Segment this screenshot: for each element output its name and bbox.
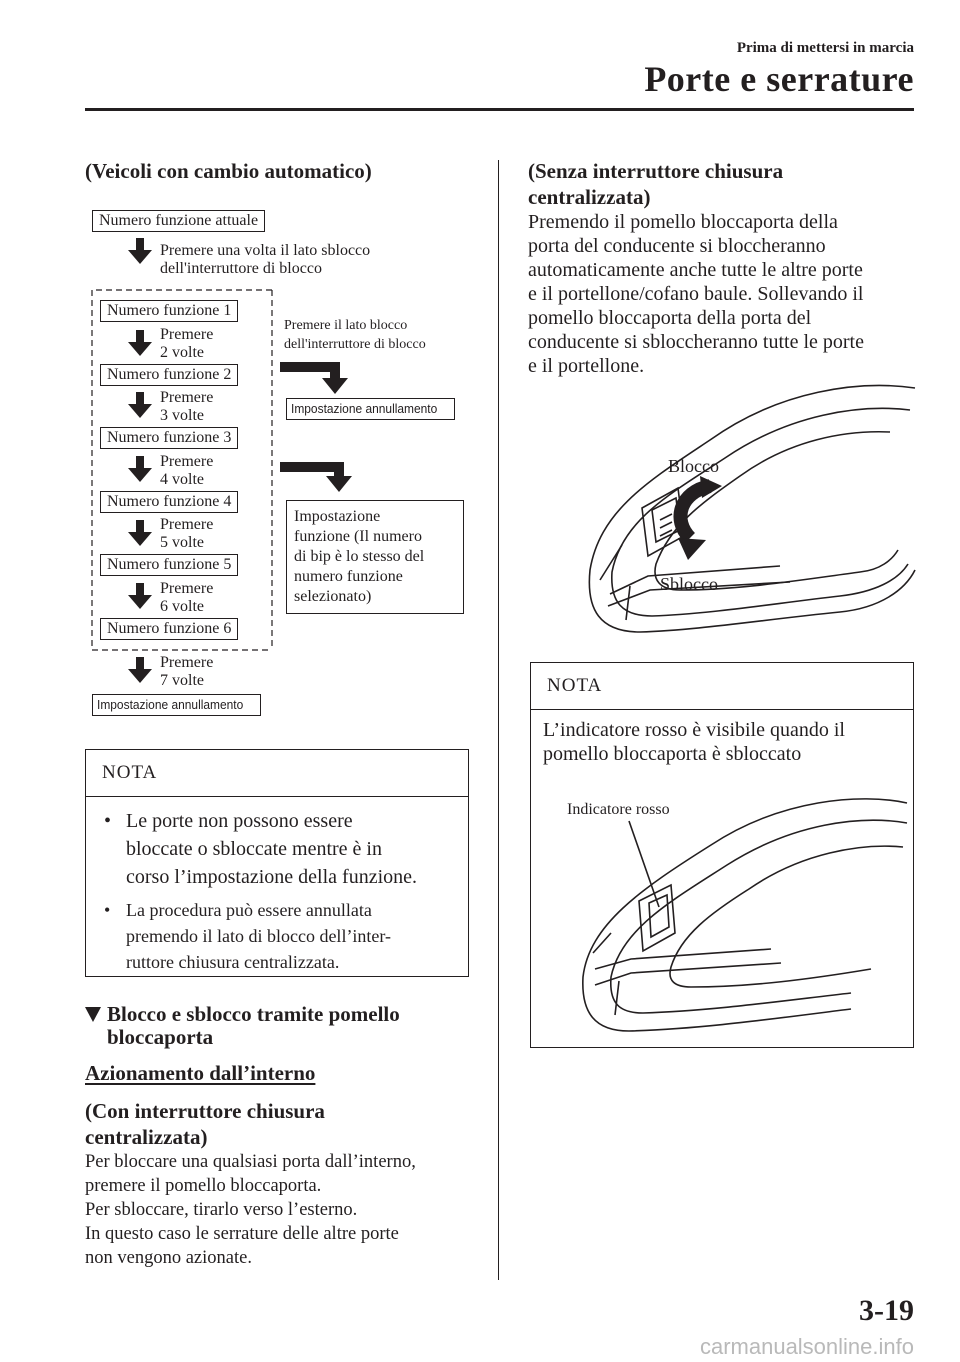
function-box-2: Numero funzione 2	[100, 364, 238, 386]
current-function-box: Numero funzione attuale	[92, 210, 265, 232]
left-heading: (Veicoli con cambio automatico)	[85, 159, 372, 183]
note-box	[85, 749, 469, 977]
red-indicator-label: Indicatore rosso	[567, 801, 670, 818]
down-arrow-icon	[128, 238, 152, 264]
note-title: NOTA	[86, 750, 468, 797]
press-label: Premere 5 volte	[160, 516, 214, 551]
left-paragraph: Per bloccare una qualsiasi porta dall’interno, premere il pomello bloccaporta. Per sbloccare, tirarlo verso l’esterno. In questo caso le serrature delle altre porte non vengono azionate.	[85, 1152, 416, 1268]
door-handle-illustration	[560, 380, 920, 650]
lock-label: Blocco	[668, 456, 719, 476]
press-label: Premere 2 volte	[160, 326, 214, 361]
side-function-set-box: Impostazione funzione (Il numero di bip è lo stesso del numero funzione selezionato)	[286, 500, 464, 614]
down-arrow-icon	[128, 520, 152, 546]
press-label: Premere 4 volte	[160, 453, 214, 488]
section-title: Blocco e sblocco tramite pomello bloccaporta	[85, 1003, 400, 1049]
side-press-label: Premere il lato blocco dell'interruttore di blocco	[284, 318, 426, 352]
right-heading: (Senza interruttore chiusura centralizzata)	[528, 159, 784, 209]
note-item: • Le porte non possono essere bloccate o sbloccate mentre è in corso l’impostazione della funzione.	[86, 807, 468, 891]
section-label: Prima di mettersi in marcia	[736, 40, 914, 56]
triangle-icon	[85, 1007, 101, 1028]
watermark: carmanualsonline.info	[699, 1334, 914, 1359]
rotate-arrow-icon	[678, 476, 722, 560]
first-press-label: Premere una volta il lato sblocco dell'interruttore di blocco	[160, 242, 371, 277]
cancel-box: Impostazione annullamento	[92, 694, 261, 716]
note-text: L’indicatore rosso è visibile quando il pomello bloccaporta è sbloccato	[543, 719, 845, 765]
function-box-6: Numero funzione 6	[100, 618, 238, 640]
press-label: Premere 6 volte	[160, 580, 214, 615]
bent-arrow-icon	[280, 362, 348, 394]
note-box-right	[530, 662, 914, 1048]
bent-arrow-icon	[280, 462, 352, 492]
subsection-title: Azionamento dall’interno	[85, 1061, 316, 1085]
note-title: NOTA	[531, 663, 913, 710]
press-label: Premere 7 volte	[160, 654, 214, 689]
press-label: Premere 3 volte	[160, 389, 214, 424]
down-arrow-icon	[128, 392, 152, 418]
function-box-5: Numero funzione 5	[100, 554, 238, 576]
down-arrow-icon	[128, 657, 152, 683]
page-title: Porte e serrature	[644, 59, 914, 99]
side-cancel-box: Impostazione annullamento	[286, 398, 455, 420]
red-indicator-illustration	[531, 663, 913, 1047]
sub-heading: (Con interruttore chiusura centralizzata)	[85, 1099, 325, 1149]
down-arrow-icon	[128, 330, 152, 356]
note-item: • La procedura può essere annullata premendo il lato di blocco dell’inter- ruttore chiusura centralizzata.	[86, 897, 468, 975]
right-paragraph: Premendo il pomello bloccaporta della porta del conducente si bloccheranno automaticamente anche tutte le altre porte e il portellone/cofano baule. Sollevando il pomello bloccaporta della porta del conducente si sbloccheranno tutte le porte e il portellone.	[528, 211, 864, 377]
down-arrow-icon	[128, 456, 152, 482]
unlock-label: Sblocco	[660, 574, 718, 594]
function-box-3: Numero funzione 3	[100, 427, 238, 449]
function-box-1: Numero funzione 1	[100, 300, 238, 322]
down-arrow-icon	[128, 583, 152, 609]
function-box-4: Numero funzione 4	[100, 491, 238, 513]
page-number: 3-19	[859, 1294, 914, 1327]
